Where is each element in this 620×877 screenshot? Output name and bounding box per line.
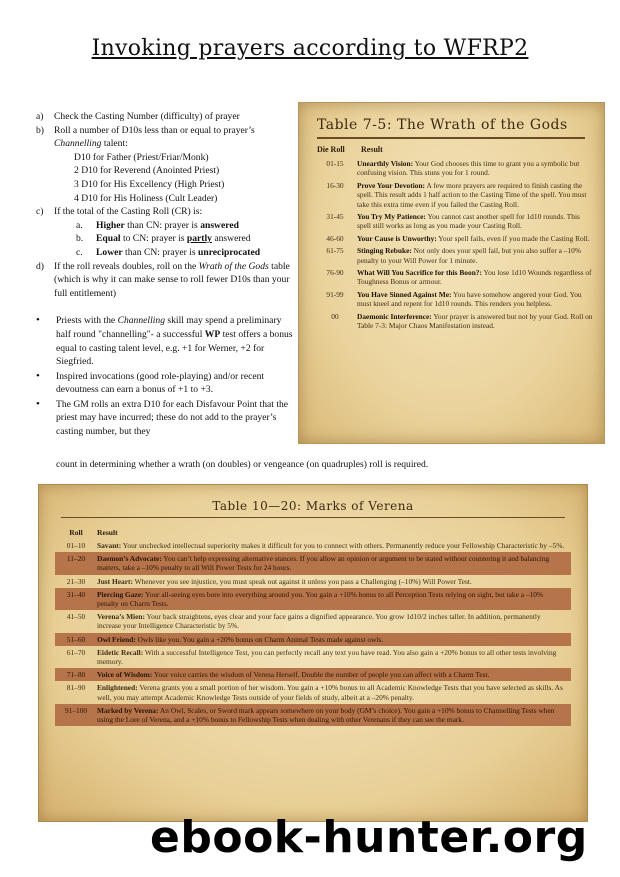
table-divider [317, 137, 585, 139]
roll-cell: 41–50 [66, 612, 86, 622]
result-cell: Prove Your Devotion: A few more prayers are required to finish casting the spell. This result adds 1 half action to the Casting Time of the spell. You must take this extra time even if you failed the Casting Roll. [357, 180, 587, 209]
dice-item: D10 for Father (Priest/Friar/Monk) [74, 151, 209, 163]
table-row [55, 668, 571, 681]
result-cell: Daemonic Interference: Your prayer is answered but not by your God. Roll on Table 7-3: Major Chaos Manifestation instead. [357, 311, 593, 331]
dice-item: 3 D10 for His Excellency (High Priest) [74, 178, 225, 190]
bullet-icon: • [36, 314, 40, 327]
result-cell: Piercing Gaze: Your all-seeing eyes bore into everything around you. You gain a +10% bonus to all Perception Tests relying on sight, but take a –10% penalty on Charm Tests. [97, 589, 544, 609]
table-row [55, 681, 571, 703]
table-row [55, 633, 571, 646]
bullet-icon: • [36, 397, 40, 410]
table-row [313, 159, 595, 178]
result-cell: Just Heart: Whenever you see injustice, you must speak out against it unless you pass a Challenging (–10%) Will Power Test. [97, 576, 472, 586]
dice-item: 2 D10 for Reverend (Anointed Priest) [74, 165, 220, 177]
result-cell: Voice of Wisdom: Your voice carries the wisdom of Verena Herself. Double the number of people you can affect with a Charm Test. [97, 670, 490, 680]
column-header: Die Roll [317, 145, 345, 154]
column-header: Result [361, 145, 383, 154]
instructions [36, 110, 294, 439]
table-row [55, 610, 571, 632]
table-row [55, 704, 571, 726]
table-row [55, 539, 571, 552]
roll-cell: 91–100 [64, 705, 88, 715]
result-cell: Stinging Rebuke: Not only does your spell fail, but you also suffer a –10% penalty to your Will Power for 1 minute. [357, 246, 582, 265]
roll-cell: 91-99 [326, 289, 344, 299]
roll-cell: 81–90 [66, 683, 86, 693]
table-title: Table 10—20: Marks of Verena [212, 499, 414, 513]
table-row [313, 268, 595, 287]
table-row [313, 246, 595, 265]
result-cell: Your Cause is Unworthy: Your spell fails, even if you made the Casting Roll. [357, 233, 590, 243]
table-title: Table 7-5: The Wrath of the Gods [317, 117, 568, 133]
watermark: ebook-hunter.org [150, 812, 588, 863]
result-cell: What Will You Sacrifice for this Boon?: You lose 1d10 Wounds regardless of Toughness Bonus or armour. [357, 268, 592, 287]
step-a [36, 110, 294, 124]
result-cell: Verena’s Mien: Your back straightens, eyes clear and your face gains a dignified appearance. You grow 1d10/2 inches taller. In addition, permanently increase your Intelligence Characteristic by 5%. [97, 612, 541, 631]
roll-cell: 01–10 [66, 541, 86, 550]
step-c [36, 205, 294, 219]
outcome-item: b. Equal to CN: prayer is partly answered [76, 233, 251, 245]
step-b [36, 124, 294, 151]
table-row [313, 234, 595, 243]
roll-cell: 01-15 [326, 159, 344, 168]
result-cell: You Try My Patience: You cannot cast another spell for 1d10 rounds. This spell still works as long as you made your Casting Roll. [357, 212, 580, 231]
roll-cell: 11–20 [66, 554, 86, 564]
dice-list [36, 151, 294, 205]
roll-cell: 00 [331, 311, 339, 321]
result-cell: Owl Friend: Owls like you. You gain a +20% bonus on Charm Animal Tests made against owls. [97, 634, 384, 644]
bullet-inspired: • Inspired invocations (good role-playing) and/or recent devoutness can earn a bonus of +1 to +3. [36, 369, 265, 396]
step-text: Roll a number of D10s less than or equal to prayer’s Channelling talent: [54, 124, 255, 150]
marks-of-verena-table [38, 484, 588, 822]
step-marker: a) [36, 111, 44, 122]
bullet-channelling: • Priests with the Channelling skill may spend a preliminary half round "channelling"- a successful WP test offers a bonus equal to casting talent level, e.g. +1 for Werner, +2 for Siegfried. [36, 314, 293, 368]
table-row [313, 212, 595, 231]
roll-cell: 61-75 [326, 246, 344, 256]
roll-cell: 76-90 [326, 268, 344, 278]
step-marker: d) [36, 260, 44, 272]
page-title: Invoking prayers according to WFRP2 [91, 36, 529, 61]
bullet-disfavour: • The GM rolls an extra D10 for each Disfavour Point that the priest may have incurred; these do not add to the prayer’s casting number, but they [36, 397, 289, 438]
roll-cell: 61–70 [66, 647, 86, 657]
result-cell: Daemon’s Advocate: You can’t help expressing alternative stances. If you allow an opinion or argument to be stated without countering it and balancing matters, take a –10% penalty to all Will Power Tests for 24 hours. [97, 554, 550, 573]
step-text: If the total of the Casting Roll (CR) is: [54, 206, 203, 218]
result-cell: Savant: Your unchecked intellectual superiority makes it difficult for you to connect with others. Permanently reduce your Fellowship Characteristic by –5%. [97, 541, 565, 550]
result-cell: Unearthly Vision: Your God chooses this time to grant you a symbolic but confusing vision. This stuns you for 1 round. [357, 159, 580, 178]
column-header: Result [97, 527, 118, 537]
table-row [313, 181, 595, 209]
bullet-disfavour-continued: count in determining whether a wrath (on doubles) or vengeance (on quadruples) roll is required. [56, 459, 429, 470]
table-header-row [55, 525, 571, 539]
result-cell: Marked by Verena: An Owl, Scales, or Sword mark appears somewhere on your body (GM’s choice). You gain a +10% bonus to Channelling Tests when using the Lore of Verena, and a +10% bonus to Fellowship Tests when dealing with other Verenans if they can see the mark. [97, 705, 555, 725]
roll-cell: 21–30 [66, 576, 86, 586]
outcome-item: c. Lower than CN: prayer is unreciprocated [76, 246, 261, 258]
roll-cell: 51–60 [66, 634, 86, 644]
wrath-of-gods-table [298, 102, 605, 444]
step-text: Check the Casting Number (difficulty) of prayer [54, 111, 240, 122]
table-row [313, 312, 595, 331]
roll-cell: 16-30 [326, 180, 344, 190]
outcome-list [36, 219, 294, 260]
roll-cell: 46-60 [326, 233, 344, 243]
result-cell: You Have Sinned Against Me: You have somehow angered your God. You must kneel and repent for 1d10 rounds. This renders you helpless. [357, 289, 582, 309]
roll-cell: 71–80 [66, 670, 86, 680]
table-body [55, 525, 571, 726]
step-marker: b) [36, 124, 44, 136]
table-row [55, 588, 571, 610]
bullet-icon: • [36, 369, 40, 382]
step-d [36, 260, 294, 301]
roll-cell: 31-45 [326, 212, 344, 222]
table-row [55, 646, 571, 668]
table-row [55, 552, 571, 574]
table-divider [61, 517, 565, 518]
column-header: Roll [69, 527, 83, 537]
table-row [55, 575, 571, 588]
step-marker: c) [36, 206, 44, 218]
result-cell: Eidetic Recall: With a successful Intelligence Test, you can perfectly recall any text you have read. You also gain a +20% bonus to all other tests involving memory. [97, 647, 557, 667]
outcome-item: a. Higher than CN: prayer is answered [76, 219, 239, 231]
table-row [313, 290, 595, 309]
roll-cell: 31–40 [66, 589, 86, 599]
step-text: If the roll reveals doubles, roll on the Wrath of the Gods table (which is why it can make sense to roll fewer D10s than your full entitlement) [54, 260, 290, 299]
result-cell: Enlightened: Verena grants you a small portion of her wisdom. You gain a +10% bonus to all Academic Knowledge Tests that you have selected as skills. As well, you may attempt Academic Knowledge Tests outside of your fields of study, albeit at a –20% penalty. [97, 683, 563, 702]
dice-item: 4 D10 for His Holiness (Cult Leader) [74, 192, 218, 204]
table-body [313, 159, 595, 334]
